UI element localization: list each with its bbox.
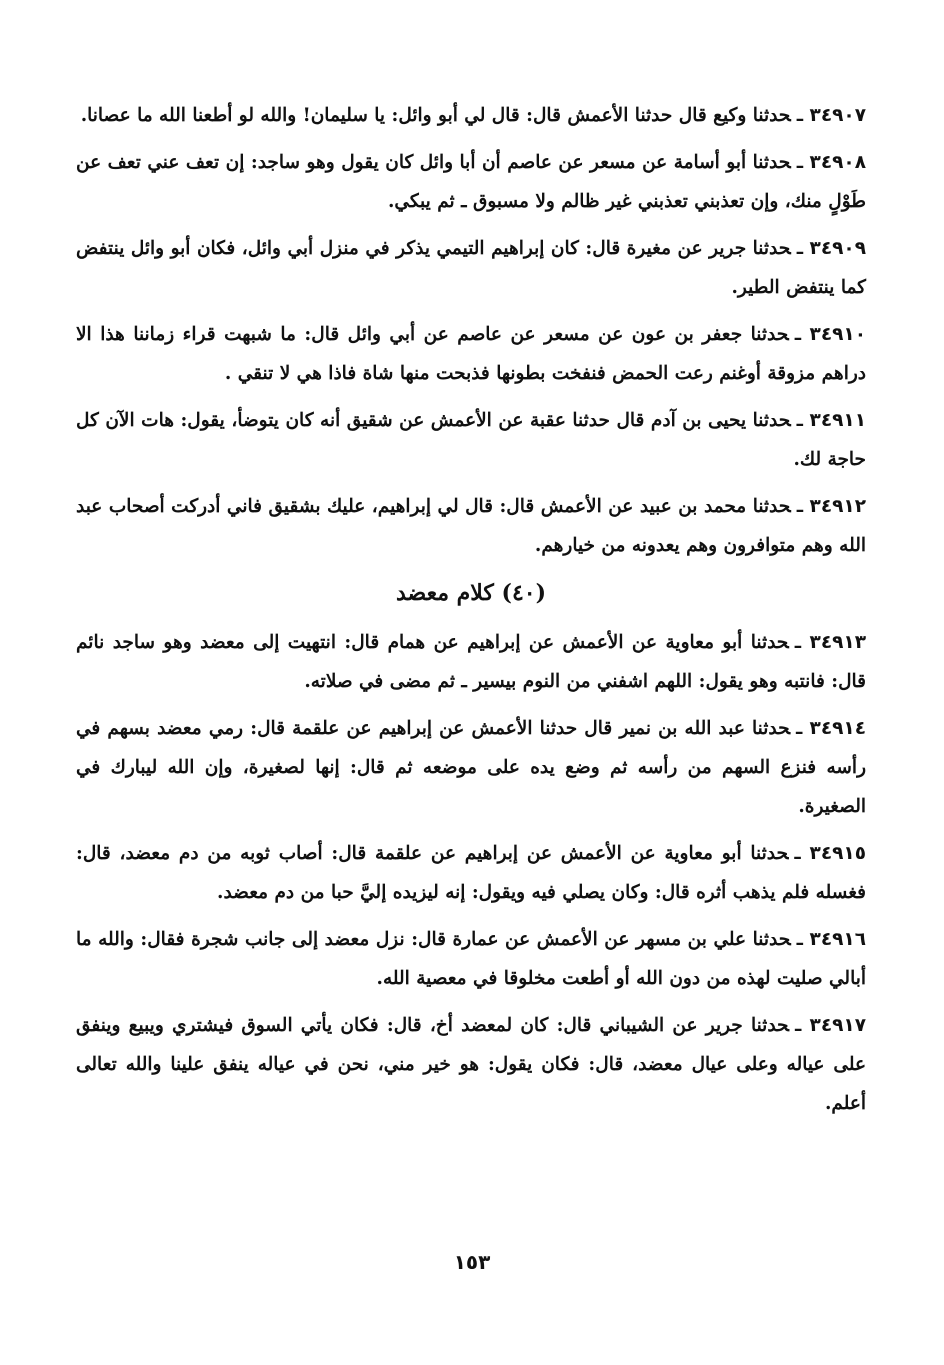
- hadith-number: ٣٤٩١٢ ـ: [796, 496, 866, 517]
- hadith-number: ٣٤٩١٤ ـ: [796, 718, 866, 739]
- hadith-number: ٣٤٩١٦ ـ: [796, 929, 866, 950]
- hadith-number: ٣٤٩٠٧ ـ: [796, 105, 866, 126]
- hadith-number: ٣٤٩١٣ ـ: [794, 632, 866, 653]
- hadith-number: ٣٤٩٠٩ ـ: [796, 238, 866, 259]
- hadith-paragraph: [76, 401, 866, 479]
- hadith-paragraph: [76, 229, 866, 307]
- hadith-paragraph: [76, 1006, 866, 1123]
- hadith-text: حدثنا محمد بن عبيد عن الأعمش قال: قال لي إبراهيم، عليك بشقيق فاني أدركت أصحاب عبد الله وهم متوافرون وهم يعدونه من خيارهم.: [76, 496, 866, 556]
- hadith-number: ٣٤٩٠٨ ـ: [796, 152, 867, 173]
- hadith-number: ٣٤٩١٧ ـ: [794, 1015, 866, 1036]
- hadith-paragraph: [76, 623, 866, 701]
- book-page: [76, 96, 866, 1131]
- hadith-text: حدثنا أبو معاوية عن الأعمش عن إبراهيم عن همام قال: انتهيت إلى معضد وهو ساجد نائم قال: فانتبه وهو يقول: اللهم اشفني من النوم بيسير ـ ثم مضى في صلاته.: [76, 632, 866, 692]
- hadith-text: حدثنا جرير عن مغيرة قال: كان إبراهيم التيمي يذكر في منزل أبي وائل، فكان أبو وائل ينتفض كما ينتفض الطير.: [76, 238, 866, 298]
- hadith-paragraph: [76, 920, 866, 998]
- hadith-paragraph: [76, 315, 866, 393]
- hadith-paragraph: [76, 96, 866, 135]
- hadith-number: ٣٤٩١١ ـ: [796, 410, 866, 431]
- section-title: (٤٠) كلام معضد: [395, 580, 547, 606]
- hadith-text: حدثنا جعفر بن عون عن مسعر عن عاصم عن أبي وائل قال: ما شبهت قراء زماننا هذا الا دراهم مزوقة أوغنم رعت الحمض فنفخت بطونها فذبحت منها شاة فاذا هي لا تنقي .: [76, 324, 866, 384]
- hadith-text: حدثنا وكيع قال حدثنا الأعمش قال: قال لي أبو وائل: يا سليمان! والله لو أطعنا الله ما عصانا.: [80, 105, 791, 126]
- hadith-text: حدثنا عبد الله بن نمير قال حدثنا الأعمش عن إبراهيم عن علقمة قال: رمي معضد بسهم في رأسه فنزع السهم من رأسه ثم وضع يده على موضعه ثم قال: إنها لصغيرة، وإن الله ليبارك في الصغيرة.: [76, 718, 866, 817]
- hadith-paragraph: [76, 709, 866, 826]
- hadith-number: ٣٤٩١٥ ـ: [794, 843, 867, 864]
- hadith-text: حدثنا علي بن مسهر عن الأعمش عن عمارة قال: نزل معضد إلى جانب شجرة فقال: والله ما أبالي صليت لهذه من دون الله أو أطعت مخلوقا في معصية الله.: [76, 929, 866, 989]
- hadith-text: حدثنا جرير عن الشيباني قال: كان لمعضد أخ، قال: فكان يأتي السوق فيشتري ويبيع وينفق على عياله وعلى عيال معضد، قال: فكان يقول: هو خير مني، نحن في عياله ينفق علينا والله تعالى أعلم.: [76, 1015, 866, 1114]
- page-number: ١٥٣: [453, 1250, 491, 1274]
- hadith-number: ٣٤٩١٠ ـ: [794, 324, 867, 345]
- hadith-text: حدثنا يحيى بن آدم قال حدثنا عقبة عن الأعمش عن شقيق أنه كان يتوضأ، يقول: هات الآن كل حاجة لك.: [76, 410, 866, 470]
- hadith-paragraph: [76, 487, 866, 565]
- hadith-paragraph: [76, 143, 866, 221]
- hadith-text: حدثنا أبو معاوية عن الأعمش عن إبراهيم عن علقمة قال: أصاب ثوبه من دم معضد، قال: فغسله فلم يذهب أثره قال: وكان يصلي فيه ويقول: إنه ليزيده إليَّ حبا من دم معضد.: [76, 843, 866, 903]
- hadith-text: حدثنا أبو أسامة عن مسعر عن عاصم أن أبا وائل كان يقول وهو ساجد: إن تعف عني تعف عن طَوْلٍ منك، وإن تعذبني تعذبني غير ظالم ولا مسبوق ـ ثم يبكي.: [76, 152, 866, 212]
- hadith-paragraph: [76, 834, 866, 912]
